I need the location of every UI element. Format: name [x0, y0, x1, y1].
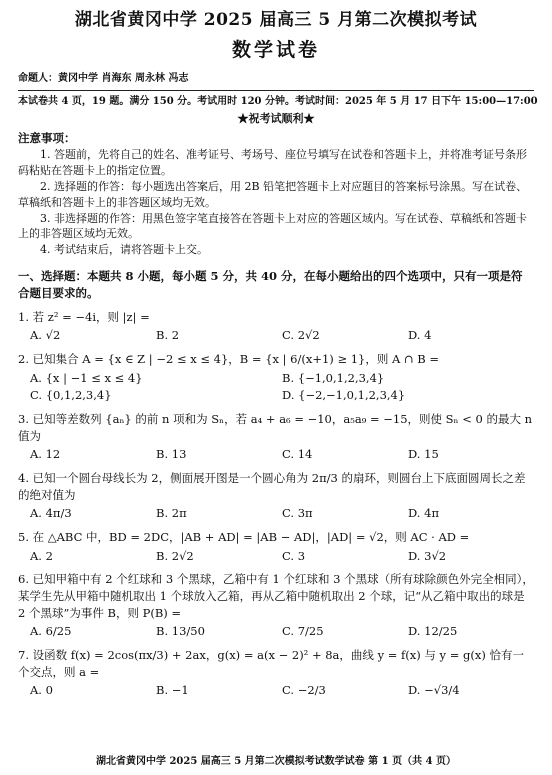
option-d: D. 4π — [408, 506, 439, 521]
options — [30, 327, 534, 344]
option-a: A. 0 — [30, 683, 53, 698]
option-c: C. 14 — [282, 447, 313, 462]
option-a: A. 2 — [30, 548, 53, 563]
options — [30, 505, 534, 522]
option-c: C. {0,1,2,3,4} — [30, 388, 112, 403]
question-stem: 1. 若 z² = −4i，则 |z| = — [18, 309, 150, 324]
question-2 — [18, 351, 534, 404]
question-stem: 5. 在 △ABC 中，BD = 2DC，|AB + AD| = |AB − AD|，|AD| = √2，则 AC · AD = — [18, 530, 470, 545]
options — [30, 623, 534, 640]
page-footer: 湖北省黄冈中学 2025 届高三 5 月第二次模拟考试数学试卷 第 1 页（共 4 页） — [95, 755, 457, 767]
option-a: A. √2 — [30, 328, 61, 343]
option-b: B. {−1,0,1,2,3,4} — [282, 370, 385, 385]
question-stem: 3. 已知等差数列 {aₙ} 的前 n 项和为 Sₙ，若 a₄ + a₆ = −10，a₅a₉ = −15，则使 Sₙ < 0 的最大 n 值为 — [18, 412, 533, 443]
option-d: D. {−2,−1,0,1,2,3,4} — [282, 388, 406, 403]
option-d: D. −√3/4 — [408, 683, 460, 698]
option-a: A. 6/25 — [30, 624, 72, 639]
question-3 — [18, 411, 534, 463]
question-6 — [18, 571, 534, 640]
wish-line: ★祝考试顺利★ — [237, 112, 315, 126]
options — [30, 548, 534, 565]
option-b: B. 2π — [156, 506, 187, 521]
option-d: D. 15 — [408, 447, 439, 462]
options — [30, 682, 534, 699]
option-c: C. 7/25 — [282, 624, 324, 639]
option-b: B. 13/50 — [156, 624, 205, 639]
note-item: 2. 选择题的作答：每小题选出答案后，用 2B 铅笔把答题卡上对应题目的答案标号涂黑。写在试卷、草稿纸和答题卡上的非答题区域均无效。 — [18, 179, 528, 209]
question-stem: 2. 已知集合 A = {x ∈ Z | −2 ≤ x ≤ 4}，B = {x | 6/(x+1) ≥ 1}，则 A ∩ B = — [18, 352, 440, 367]
question-5 — [18, 529, 534, 564]
authors-line: 命题人：黄冈中学 肖海东 周永林 冯志 — [18, 72, 534, 91]
option-d: D. 4 — [408, 328, 432, 343]
option-a: A. 4π/3 — [30, 506, 72, 521]
option-c: C. 3 — [282, 548, 306, 563]
question-4 — [18, 470, 534, 522]
note-item: 1. 答题前，先将自己的姓名、准考证号、考场号、座位号填写在试卷和答题卡上，并将准考证号条形码粘贴在答题卡上的指定位置。 — [18, 147, 527, 177]
exam-meta: 本试卷共 4 页，19 题。满分 150 分。考试用时 120 分钟。考试时间：2025 年 5 月 17 日下午 15:00—17:00 — [18, 95, 538, 107]
option-c: C. 3π — [282, 506, 313, 521]
option-b: B. 2 — [156, 328, 180, 343]
option-a: A. {x | −1 ≤ x ≤ 4} — [30, 370, 143, 385]
note-item: 4. 考试结束后，请将答题卡上交。 — [40, 243, 208, 257]
option-c: C. 2√2 — [282, 328, 320, 343]
option-b: B. −1 — [156, 683, 189, 698]
options — [30, 446, 534, 463]
school-title: 湖北省黄冈中学 2025 届高三 5 月第二次模拟考试 — [74, 10, 478, 30]
option-b: B. 13 — [156, 447, 187, 462]
question-7 — [18, 647, 534, 699]
option-a: A. 12 — [30, 447, 61, 462]
question-stem: 7. 设函数 f(x) = 2cos(πx/3) + 2ax，g(x) = a(x − 2)² + 8a，曲线 y = f(x) 与 y = g(x) 恰有一个交点，则 a = — [18, 648, 524, 679]
section-heading: 一、选择题：本题共 8 小题，每小题 5 分，共 40 分，在每小题给出的四个选项中，只有一项是符合题目要求的。 — [18, 269, 523, 301]
option-b: B. 2√2 — [156, 548, 194, 563]
note-item: 3. 非选择题的作答：用黑色签字笔直接答在答题卡上对应的答题区域内。写在试卷、草稿纸和答题卡上的非答题区域均无效。 — [18, 211, 527, 241]
options — [30, 370, 534, 404]
question-1 — [18, 309, 534, 344]
subject-title: 数学试卷 — [231, 38, 320, 61]
option-c: C. −2/3 — [282, 683, 326, 698]
option-d: D. 12/25 — [408, 624, 458, 639]
notes-title: 注意事项： — [18, 131, 76, 146]
question-stem: 6. 已知甲箱中有 2 个红球和 3 个黑球，乙箱中有 1 个红球和 3 个黑球（所有球除颜色外完全相同），某学生先从甲箱中随机取出 1 个球放入乙箱，再从乙箱中随机取出 2 个球，记“从乙箱中取出的球是 2 个黑球”为事件 B，则 P(B) = — [18, 572, 534, 620]
question-stem: 4. 已知一个圆台母线长为 2，侧面展开图是一个圆心角为 2π/3 的扇环，则圆台上下底面圆周长之差的绝对值为 — [18, 471, 526, 502]
option-d: D. 3√2 — [408, 548, 447, 563]
